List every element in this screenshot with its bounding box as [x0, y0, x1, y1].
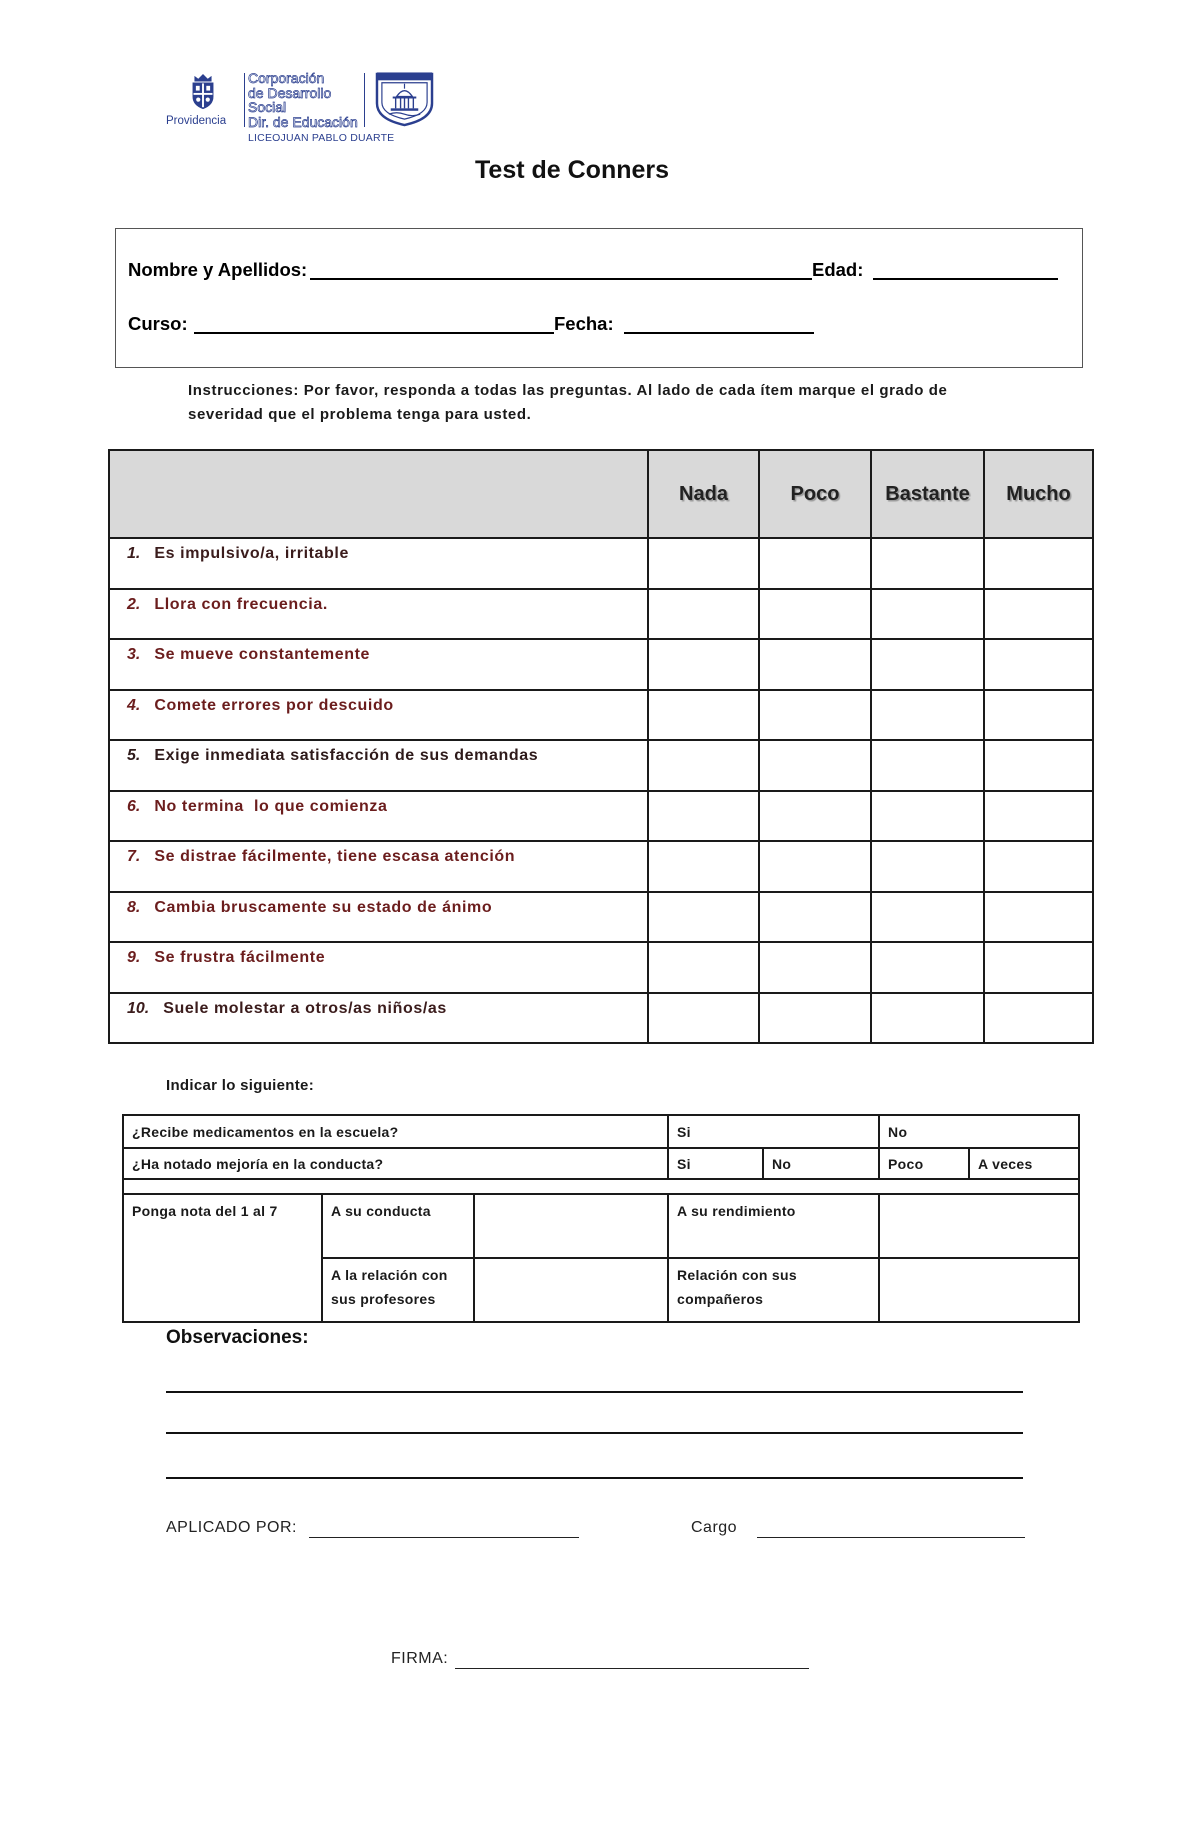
- date-label: Fecha:: [554, 313, 614, 334]
- followup-table: [122, 1114, 1080, 1323]
- item-row: [109, 690, 1093, 741]
- answer-bastante-cell[interactable]: [871, 639, 984, 690]
- age-field[interactable]: [873, 259, 1058, 280]
- item-row: [109, 942, 1093, 993]
- grade-teachers-input[interactable]: [474, 1258, 668, 1322]
- instructions: [188, 379, 948, 427]
- answer-mucho-cell[interactable]: [984, 639, 1093, 690]
- improvement-option-a-veces[interactable]: A veces: [969, 1148, 1079, 1179]
- name-label: Nombre y Apellidos:: [128, 259, 308, 280]
- grade-peers-text: Relación con sus compañeros: [677, 1267, 797, 1307]
- role-label: Cargo: [691, 1519, 738, 1536]
- improvement-option-si[interactable]: Si: [668, 1148, 763, 1179]
- item-number: 10.: [127, 999, 150, 1017]
- header-blank-cell: [109, 450, 648, 538]
- answer-poco-cell[interactable]: [759, 690, 871, 741]
- item-label: [109, 589, 648, 640]
- item-label: [109, 892, 648, 943]
- item-text: Es impulsivo/a, irritable: [154, 545, 349, 562]
- item-label: [109, 690, 648, 741]
- answer-mucho-cell[interactable]: [984, 740, 1093, 791]
- item-text: Se mueve constantemente: [154, 646, 370, 663]
- item-number: 2.: [127, 595, 141, 613]
- observations-label: Observaciones:: [166, 1327, 309, 1348]
- header-bastante: Bastante: [871, 450, 984, 538]
- item-label: [109, 942, 648, 993]
- answer-bastante-cell[interactable]: [871, 791, 984, 842]
- observations-line[interactable]: [166, 1432, 1023, 1434]
- item-text: Llora con frecuencia.: [154, 595, 328, 613]
- answer-bastante-cell[interactable]: [871, 589, 984, 640]
- age-label: Edad:: [812, 259, 864, 280]
- item-label: [109, 791, 648, 842]
- item-label: [109, 639, 648, 690]
- item-text: Suele molestar a otros/as niños/as: [163, 999, 447, 1017]
- improvement-option-no[interactable]: No: [763, 1148, 879, 1179]
- answer-mucho-cell[interactable]: [984, 993, 1093, 1044]
- answer-nada-cell[interactable]: [648, 892, 759, 943]
- answer-nada-cell[interactable]: [648, 841, 759, 892]
- improvement-question: ¿Ha notado mejoría en la conducta?: [123, 1148, 668, 1179]
- spacer-cell: [123, 1179, 1079, 1194]
- item-number: 5.: [127, 747, 141, 764]
- item-number: 1.: [127, 545, 141, 562]
- answer-bastante-cell[interactable]: [871, 993, 984, 1044]
- item-text: No termina lo que comienza: [154, 797, 388, 815]
- item-number: 7.: [127, 848, 141, 865]
- answer-mucho-cell[interactable]: [984, 892, 1093, 943]
- signature-field[interactable]: [455, 1668, 809, 1669]
- improvement-row: [123, 1148, 1079, 1179]
- answer-nada-cell[interactable]: [648, 538, 759, 589]
- applied-by-field[interactable]: [309, 1537, 579, 1538]
- answer-mucho-cell[interactable]: [984, 690, 1093, 741]
- item-label: [109, 740, 648, 791]
- answer-nada-cell[interactable]: [648, 589, 759, 640]
- answer-mucho-cell[interactable]: [984, 841, 1093, 892]
- item-text: Comete errores por descuido: [154, 696, 394, 714]
- item-row: [109, 791, 1093, 842]
- observations-line[interactable]: [166, 1477, 1023, 1479]
- item-text: Se distrae fácilmente, tiene escasa atención: [154, 848, 516, 865]
- item-number: 9.: [127, 949, 141, 966]
- grades-label: Ponga nota del 1 al 7: [123, 1194, 322, 1322]
- medication-option-si[interactable]: Si: [668, 1115, 879, 1148]
- medication-option-no[interactable]: No: [879, 1115, 1079, 1148]
- applied-by-label: APLICADO POR:: [166, 1519, 297, 1536]
- answer-poco-cell[interactable]: [759, 639, 871, 690]
- answer-bastante-cell[interactable]: [871, 538, 984, 589]
- item-label: [109, 993, 648, 1044]
- item-number: 4.: [127, 696, 141, 714]
- indicate-heading: Indicar lo siguiente:: [166, 1077, 314, 1094]
- signature-label: FIRMA:: [391, 1650, 449, 1667]
- rating-header-row: [109, 450, 1093, 538]
- answer-mucho-cell[interactable]: [984, 942, 1093, 993]
- school-crest-icon: [373, 70, 436, 127]
- rating-table: [108, 449, 1094, 1044]
- item-label: [109, 538, 648, 589]
- instructions-line: Instrucciones: Por favor, responda a todas las preguntas. Al lado de cada ítem marque el grado de: [188, 382, 948, 399]
- grade-peers-input[interactable]: [879, 1258, 1079, 1322]
- municipality-name: Providencia: [166, 115, 227, 127]
- item-number: 3.: [127, 646, 141, 663]
- answer-nada-cell[interactable]: [648, 993, 759, 1044]
- corporation-line: Corporación: [248, 70, 325, 86]
- course-label: Curso:: [128, 313, 188, 334]
- institution-logo: [164, 68, 444, 148]
- corporation-name: [248, 71, 358, 129]
- answer-mucho-cell[interactable]: [984, 589, 1093, 640]
- answer-poco-cell[interactable]: [759, 538, 871, 589]
- answer-poco-cell[interactable]: [759, 993, 871, 1044]
- item-label: [109, 841, 648, 892]
- grade-peers-label: [668, 1258, 879, 1322]
- improvement-option-poco[interactable]: Poco: [879, 1148, 969, 1179]
- item-text: Se frustra fácilmente: [154, 949, 326, 966]
- spacer-row: [123, 1179, 1079, 1194]
- grade-performance-label: A su rendimiento: [668, 1194, 879, 1258]
- answer-nada-cell[interactable]: [648, 942, 759, 993]
- course-field[interactable]: [194, 313, 554, 334]
- item-row: [109, 639, 1093, 690]
- answer-poco-cell[interactable]: [759, 841, 871, 892]
- role-field[interactable]: [757, 1537, 1025, 1538]
- answer-bastante-cell[interactable]: [871, 690, 984, 741]
- answer-bastante-cell[interactable]: [871, 892, 984, 943]
- answer-bastante-cell[interactable]: [871, 942, 984, 993]
- student-info-box: [115, 228, 1083, 368]
- item-row: [109, 993, 1093, 1044]
- item-text: Exige inmediata satisfacción de sus demandas: [154, 747, 539, 764]
- item-number: 6.: [127, 797, 141, 815]
- header-nada: Nada: [648, 450, 759, 538]
- corporation-line: de Desarrollo: [248, 84, 332, 101]
- school-name: LICEOJUAN PABLO DUARTE: [248, 132, 395, 144]
- grade-conduct-label: A su conducta: [322, 1194, 474, 1258]
- grades-row: [123, 1194, 1079, 1258]
- item-row: [109, 740, 1093, 791]
- item-row: [109, 538, 1093, 589]
- header-poco: Poco: [759, 450, 871, 538]
- item-text: Cambia bruscamente su estado de ánimo: [154, 898, 493, 916]
- grade-teachers-label: A la relación con sus profesores: [322, 1258, 474, 1322]
- answer-poco-cell[interactable]: [759, 589, 871, 640]
- corporation-line: Social: [248, 99, 287, 115]
- name-field[interactable]: [310, 259, 812, 280]
- date-field[interactable]: [624, 313, 814, 334]
- medication-row: [123, 1115, 1079, 1148]
- logo-divider: [244, 73, 245, 127]
- answer-nada-cell[interactable]: [648, 740, 759, 791]
- answer-bastante-cell[interactable]: [871, 841, 984, 892]
- item-row: [109, 841, 1093, 892]
- medication-question: ¿Recibe medicamentos en la escuela?: [123, 1115, 668, 1148]
- item-row: [109, 892, 1093, 943]
- logo-divider: [364, 73, 365, 127]
- answer-nada-cell[interactable]: [648, 639, 759, 690]
- answer-mucho-cell[interactable]: [984, 538, 1093, 589]
- header-mucho: Mucho: [984, 450, 1093, 538]
- corporation-line: Dir. de Educación: [248, 113, 358, 130]
- providencia-crest-icon: [188, 73, 218, 111]
- page-title: Test de Conners: [475, 156, 670, 184]
- answer-poco-cell[interactable]: [759, 791, 871, 842]
- answer-nada-cell[interactable]: [648, 690, 759, 741]
- answer-poco-cell[interactable]: [759, 892, 871, 943]
- instructions-line: severidad que el problema tenga para usted.: [188, 406, 532, 423]
- answer-bastante-cell[interactable]: [871, 740, 984, 791]
- item-row: [109, 589, 1093, 640]
- grade-performance-input[interactable]: [879, 1194, 1079, 1258]
- answer-poco-cell[interactable]: [759, 740, 871, 791]
- observations-line[interactable]: [166, 1391, 1023, 1393]
- answer-poco-cell[interactable]: [759, 942, 871, 993]
- item-number: 8.: [127, 898, 141, 916]
- answer-nada-cell[interactable]: [648, 791, 759, 842]
- grade-conduct-input[interactable]: [474, 1194, 668, 1258]
- answer-mucho-cell[interactable]: [984, 791, 1093, 842]
